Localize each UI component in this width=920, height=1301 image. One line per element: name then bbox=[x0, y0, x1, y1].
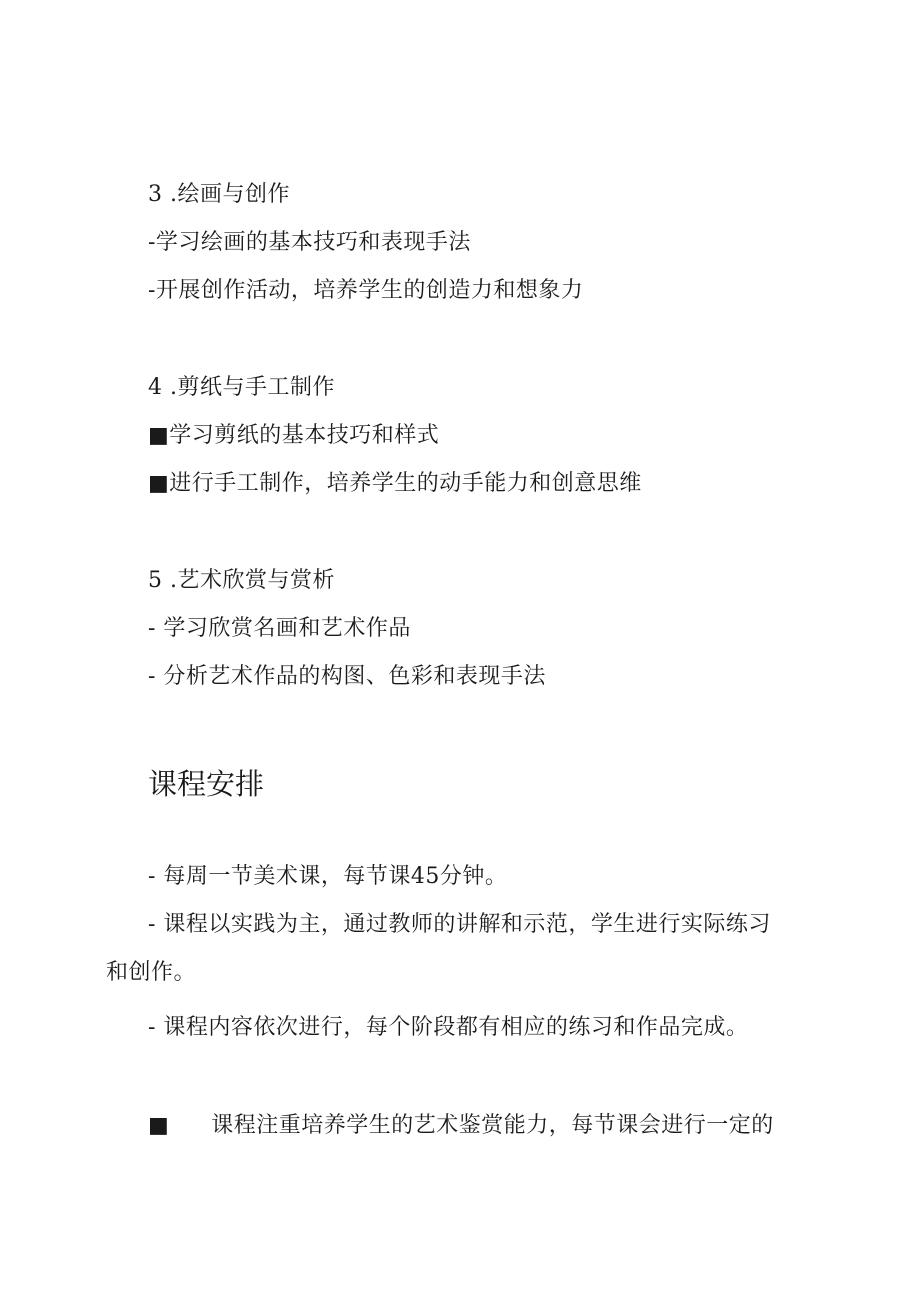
list-item: -开展创作活动，培养学生的创造力和想象力 bbox=[148, 278, 584, 303]
schedule-heading: 课程安排 bbox=[148, 767, 265, 801]
list-item: - 学习欣赏名画和艺术作品 bbox=[148, 616, 411, 641]
section-title-painting: 3 .绘画与创作 bbox=[148, 182, 290, 207]
section-title-papercut: 4 .剪纸与手工制作 bbox=[148, 375, 335, 400]
list-item: ■学习剪纸的基本技巧和样式 bbox=[148, 423, 440, 448]
list-item: -学习绘画的基本技巧和表现手法 bbox=[148, 230, 471, 255]
list-item-text: 课程注重培养学生的艺术鉴赏能力，每节课会进行一定的 bbox=[211, 1113, 774, 1138]
list-item: - 每周一节美术课，每节课45分钟。 bbox=[148, 864, 508, 889]
list-item: - 课程以实践为主，通过教师的讲解和示范，学生进行实际练习 bbox=[148, 912, 771, 937]
list-item: - 分析艺术作品的构图、色彩和表现手法 bbox=[148, 664, 546, 689]
bullet-square: ■ bbox=[148, 1113, 170, 1138]
list-item-continuation: 和创作。 bbox=[106, 960, 197, 985]
list-item bbox=[148, 1111, 774, 1141]
list-item: - 课程内容依次进行，每个阶段都有相应的练习和作品完成。 bbox=[148, 1015, 749, 1040]
section-title-appreciation: 5 .艺术欣赏与赏析 bbox=[148, 568, 335, 593]
list-item: ■进行手工制作，培养学生的动手能力和创意思维 bbox=[148, 471, 642, 496]
